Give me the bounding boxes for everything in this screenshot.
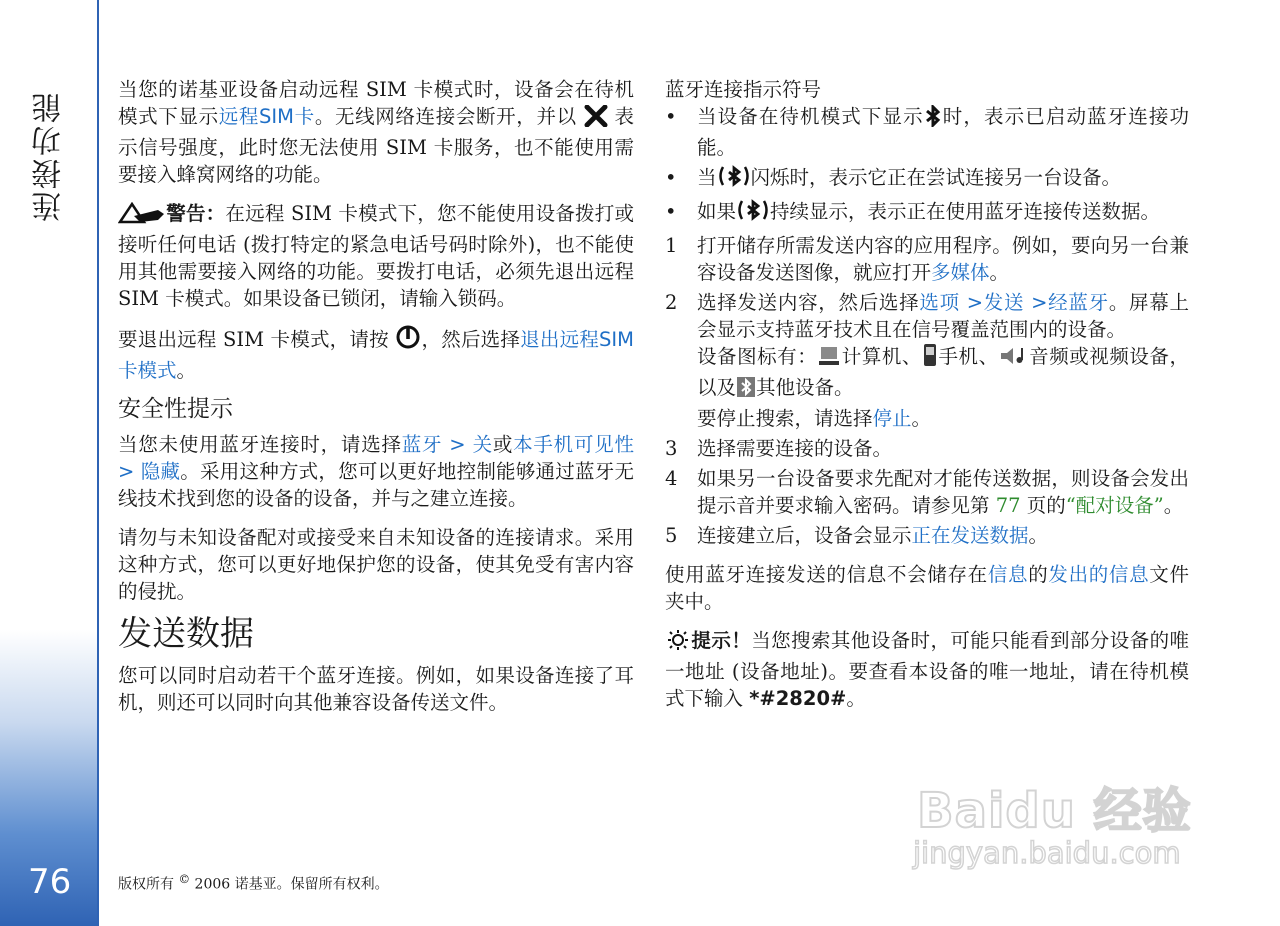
right-column [665,76,1189,724]
phone-icon [922,343,938,374]
list-item [665,465,1189,519]
separator: > [1024,291,1048,314]
link-via-bluetooth[interactable]: 经蓝牙 [1047,291,1109,314]
text: 要退出远程 SIM 卡模式，请按 [118,328,389,351]
text: 手机、 [937,345,999,368]
text: 使用蓝牙连接发送的信息不会储存在 [665,563,988,586]
watermark-url: jingyan.baidu.com [913,836,1181,870]
text: 的 [1028,563,1049,586]
text: 选择需要连接的设备。 [697,437,893,460]
text: 音频或视频设备，以及 [697,345,1189,399]
text: 打开储存所需发送内容的应用程序。例如，要向另一台兼容设备发送图像，就应打开 [697,234,1189,284]
text: 当设备在待机模式下显示 [697,105,924,128]
link-pair-devices[interactable]: “配对设备” [1065,494,1164,517]
text: 。屏幕上会显示支持蓝牙技术且在信号覆盖范围内的设备。 [697,291,1189,341]
list-item [665,103,1189,161]
list-item [665,164,1189,195]
link-send[interactable]: 发送 [983,291,1025,314]
warning-text: 在远程 SIM 卡模式下，您不能使用设备拨打或接听任何电话 (拨打特定的紧急电话号码时除外)，也不能使用其他需要接入网络的功能。要拨打电话，必须先退出远程 SIM 卡模式。如果设备已锁闭，请输入锁码。 [118,202,634,310]
step-number: 4 [665,467,678,490]
link-bluetooth[interactable]: 蓝牙 [401,433,443,456]
no-signal-x-icon [584,105,608,134]
step-number: 2 [665,291,678,314]
link-off[interactable]: 关 [472,433,493,456]
tip-code: *#2820# [749,687,847,710]
chapter-title: 连接功能 [32,90,67,222]
bullet: • [665,105,677,128]
tip-note [665,627,1189,712]
page-number: 76 [28,862,72,902]
text: 选择发送内容，然后选择 [697,291,920,314]
text: 当 [697,166,717,189]
watermark-brand: Baidu 经验 [917,783,1192,839]
indicator-heading: 蓝牙连接指示符号 [665,78,822,101]
link-gallery[interactable]: 多媒体 [931,261,990,284]
steps-list [665,232,1189,549]
list-item [665,522,1189,549]
power-key-icon [395,324,421,357]
sidebar-divider [97,0,99,926]
paragraph-security-1 [118,431,634,512]
link-remote-sim[interactable]: 远程SIM卡 [218,105,315,128]
text: 。 [989,261,1010,284]
text: 当您未使用蓝牙连接时，请选择 [118,433,402,456]
send-data-heading: 发送数据 [118,614,254,654]
text: 时，表示已启动蓝牙连接功能。 [697,105,1189,159]
text: 。采用这种方式，您可以更好地控制能够通过蓝牙无线技术找到您的设备的设备，并与之建立连接。 [118,460,634,510]
tip-bulb-icon [665,629,691,658]
text: 要停止搜索，请选择 [697,407,873,430]
list-item [665,232,1189,286]
text: 页的 [1020,494,1066,517]
other-device-icon [736,376,756,405]
step-number: 5 [665,524,678,547]
list-item [665,435,1189,462]
indicator-list [665,103,1189,229]
link-stop[interactable]: 停止 [872,407,912,430]
warning-hand-icon [118,202,166,231]
bluetooth-icon [924,105,942,134]
text: 连接建立后，设备会显示 [697,524,912,547]
tip-label: 提示！ [691,629,752,652]
link-sent-messages[interactable]: 发出的信息 [1048,563,1150,586]
paragraph-send-data: 您可以同时启动若干个蓝牙连接。例如，如果设备连接了耳机，则还可以同时向其他兼容设备传送文件。 [118,664,634,714]
text: 当您的诺基亚设备启动远程 SIM 卡模式时，设备会在待机模式下显示 [118,78,634,128]
text: 。 [846,687,866,710]
list-item [665,198,1189,229]
text: 如果另一台设备要求先配对才能传送数据，则设备会发出提示音并要求输入密码。请参见第 [697,467,1189,517]
text: 。 [911,407,932,430]
text: 闪烁时，表示它正在尝试连接另一台设备。 [750,166,1122,189]
left-column [118,76,634,728]
link-messaging[interactable]: 信息 [987,563,1029,586]
text: 文件夹中。 [665,563,1189,613]
text: 如果 [697,200,737,223]
text: 设备图标有： [697,345,818,368]
text: 计算机、 [841,345,922,368]
text: 。 [1028,524,1049,547]
paragraph-exit-remote-sim [118,324,634,384]
paragraph-security-2: 请勿与未知设备配对或接受来自未知设备的连接请求。采用这种方式，您可以更好地保护您的设备，使其免受有害内容的侵扰。 [118,526,634,603]
computer-icon [817,345,841,374]
text: 。 [176,359,197,382]
separator: > [118,460,141,483]
separator: > [442,433,473,456]
tip-text: 当您搜索其他设备时，可能只能看到部分设备的唯一地址 (设备地址)。要查看本设备的唯一地址，请在待机模式下输入 [665,629,1189,710]
copyright-symbol: © [178,872,191,886]
page-reference[interactable]: 77 [995,494,1021,517]
step-number: 1 [665,234,678,257]
list-item [665,289,1189,432]
security-heading: 安全性提示 [118,396,233,422]
bluetooth-connecting-icon [717,164,751,195]
warning-label: 警告： [166,202,226,225]
link-sending-data[interactable]: 正在发送数据 [911,524,1029,547]
text: 。无线网络连接会断开，并以 [314,105,577,128]
copyright-notice [118,872,389,894]
paragraph-messages [665,561,1189,615]
link-exit-remote-sim[interactable]: 退出远程SIM卡模式 [118,328,634,382]
text: 持续显示，表示正在使用蓝牙连接传送数据。 [770,200,1161,223]
audio-device-icon [999,345,1029,374]
text: 版权所有 [118,876,174,893]
bullet: • [665,166,677,189]
text: 2006 诺基亚。保留所有权利。 [190,876,389,893]
link-hidden[interactable]: 隐藏 [140,460,181,483]
step-number: 3 [665,437,678,460]
warning-note [118,200,634,312]
text: 其他设备。 [756,376,854,399]
text: 。 [1163,494,1184,517]
link-options[interactable]: 选项 [919,291,960,314]
text: ，然后选择 [421,328,521,351]
baidu-watermark [905,772,1205,882]
paragraph-remote-sim [118,76,634,188]
text: 或 [492,433,514,456]
link-visibility[interactable]: 本手机可见性 [513,433,634,456]
bullet: • [665,200,677,223]
separator: > [959,291,984,314]
bluetooth-connected-icon [736,198,770,229]
text: 表示信号强度，此时您无法使用 SIM 卡服务，也不能使用需要接入蜂窝网络的功能。 [118,105,634,186]
